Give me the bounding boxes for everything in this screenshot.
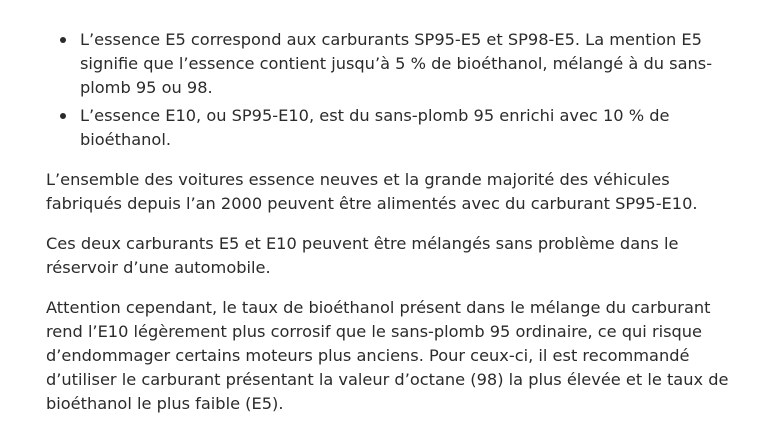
paragraph-warning: Attention cependant, le taux de bioéthanol présent dans le mélange du carburant rend l’E10 légèrement plus corrosif que le sans-plomb 95 ordinaire, ce qui risque d’endommager certains moteurs plus anciens. Pour ceux-ci, il est recommandé d’utiliser le carburant présentant la valeur d’octane (98) la plus élevée et le taux de bioéthanol le plus faible (E5). [46,298,729,413]
list-item-text: L’essence E10, ou SP95-E10, est du sans-plomb 95 enrichi avec 10 % de bioéthanol. [80,106,670,149]
fuel-types-list [46,28,733,152]
paragraph-compatibility: L’ensemble des voitures essence neuves et la grande majorité des véhicules fabriqués depuis l’an 2000 peuvent être alimentés avec du carburant SP95-E10. [46,170,698,213]
list-item-text: L’essence E5 correspond aux carburants SP95-E5 et SP98-E5. La mention E5 signifie que l’essence contient jusqu’à 5 % de bioéthanol, mélangé à du sans-plomb 95 ou 98. [80,30,713,97]
bullet-icon [60,37,66,43]
bullet-icon [60,113,66,119]
list-item-e10 [80,104,733,152]
list-item-e5 [80,28,733,100]
paragraph-mixing: Ces deux carburants E5 et E10 peuvent être mélangés sans problème dans le réservoir d’une automobile. [46,234,679,277]
